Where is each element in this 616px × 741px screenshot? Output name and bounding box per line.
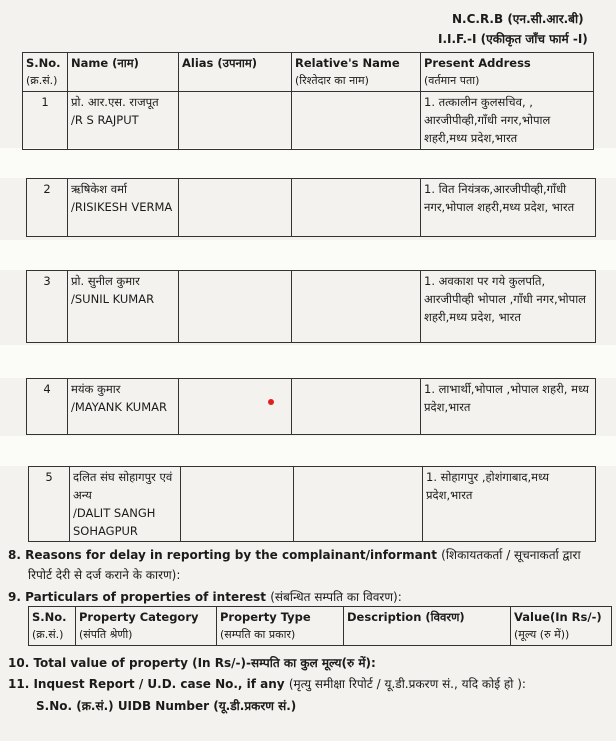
section-9 (8, 588, 402, 605)
row-name-en: /RISIKESH VERMA (71, 200, 173, 214)
row-sno: 2 (27, 179, 68, 237)
row-address: 1. वित नियंत्रक,आरजीपीव्ही,गाँधी नगर,भोपाल शहरी,मध्य प्रदेश, भारत (421, 179, 596, 237)
row-sno: 3 (27, 271, 68, 343)
table-row (27, 271, 596, 343)
col-name: Name (नाम) (68, 53, 179, 92)
prop-col-value: Value(In Rs/-) (514, 610, 602, 624)
row-relative (292, 379, 421, 435)
row-name-hi: मयंक कुमार (71, 382, 121, 396)
prop-col-description: Description (विवरण) (344, 607, 511, 646)
row-name-hi: प्रो. आर.एस. राजपूत (71, 95, 159, 109)
row-address: 1. तत्कालीन कुलसचिव, , आरजीपीव्ही,गाँधी नगर,भोपाल शहरी,मध्य प्रदेश,भारत (421, 92, 594, 150)
prop-col-sno: S.No. (32, 610, 67, 624)
section-9-num: 9. (8, 590, 21, 604)
row-name-en: /DALIT SANGH SOHAGPUR (73, 506, 156, 538)
row-alias (179, 92, 292, 150)
section-11-hi: (मृत्यु समीक्षा रिपोर्ट / यू.डी.प्रकरण सं., यदि कोई हो ): (288, 677, 526, 691)
row-relative (292, 92, 421, 150)
form-agency-line: N.C.R.B (एन.सी.आर.बी) (452, 12, 584, 26)
col-relative-hi: (रिश्तेदार का नाम) (295, 74, 369, 87)
col-address-hi: (वर्तमान पता) (424, 74, 480, 87)
section-9-text: Particulars of properties of interest (25, 590, 267, 604)
section-9-hi: (संबन्धित सम्पति का विवरण): (270, 590, 402, 604)
table-row (23, 92, 594, 150)
row-name-en: /SUNIL KUMAR (71, 292, 155, 306)
section-8-hi1: (शिकायतकर्ता / सूचनाकर्ता द्वारा (441, 548, 581, 562)
col-sno-hi: (क्र.सं.) (26, 74, 58, 87)
table-row (27, 379, 596, 435)
section-11-num: 11. (8, 677, 30, 691)
row-address: 1. लाभार्थी,भोपाल ,भोपाल शहरी, मध्य प्रदेश,भारत (421, 379, 596, 435)
form-id-line: I.I.F.-I (एकीकृत जाँच फार्म -I) (438, 32, 588, 46)
col-address: Present Address (424, 56, 531, 70)
row-relative (292, 271, 421, 343)
accused-table-2 (26, 178, 596, 237)
section-8-num: 8. (8, 548, 21, 562)
prop-col-type: Property Type (220, 610, 311, 624)
row-relative (292, 179, 421, 237)
section-10 (8, 654, 376, 671)
table-row (27, 179, 596, 237)
property-table (28, 606, 612, 646)
uidb-label: S.No. (क्र.सं.) UIDB Number (यू.डी.प्रकरण सं.) (36, 699, 297, 713)
section-8 (8, 546, 581, 563)
row-name-hi: ऋषिकेश वर्मा (71, 182, 127, 196)
accused-table-4 (26, 378, 596, 435)
row-sno: 1 (23, 92, 68, 150)
col-relative: Relative's Name (295, 56, 400, 70)
row-alias (179, 179, 292, 237)
prop-col-category-hi: (संपति श्रेणी) (79, 628, 133, 641)
prop-col-sno-hi: (क्र.सं.) (32, 628, 64, 641)
row-alias (179, 379, 292, 435)
section-10-num: 10. (8, 656, 30, 670)
accused-table-3 (26, 270, 596, 343)
row-name-hi: दलित संघ सोहागपुर एवं अन्य (73, 470, 173, 502)
section-8-text: Reasons for delay in reporting by the complainant/informant (25, 548, 437, 562)
row-relative (294, 467, 423, 542)
accused-table-5 (28, 466, 596, 542)
row-sno: 4 (27, 379, 68, 435)
prop-col-category: Property Category (79, 610, 199, 624)
row-address: 1. सोहागपुर ,होशंगाबाद,मध्य प्रदेश,भारत (423, 467, 596, 542)
accused-table-1 (22, 52, 594, 150)
section-11-text: Inquest Report / U.D. case No., if any (33, 677, 285, 691)
row-sno: 5 (29, 467, 70, 542)
prop-col-value-hi: (मूल्य (रु में)) (514, 628, 570, 641)
prop-col-type-hi: (सम्पति का प्रकार) (220, 628, 296, 641)
row-name-en: /R S RAJPUT (71, 113, 139, 127)
table-row (29, 467, 596, 542)
row-name-en: /MAYANK KUMAR (71, 400, 167, 414)
col-alias: Alias (उपनाम) (179, 53, 292, 92)
red-mark (268, 399, 274, 405)
row-alias (181, 467, 294, 542)
col-sno: S.No. (26, 56, 61, 70)
row-address: 1. अवकाश पर गये कुलपति, आरजीपीव्ही भोपाल ,गाँधी नगर,भोपाल शहरी,मध्य प्रदेश, भारत (421, 271, 596, 343)
section-10-text: Total value of property (In Rs/-)-सम्पति का कुल मूल्य(रु में): (33, 656, 376, 670)
section-8-hi2: रिपोर्ट देरी से दर्ज कराने के कारण): (28, 568, 181, 582)
row-name-hi: प्रो. सुनील कुमार (71, 274, 140, 288)
section-11 (8, 675, 526, 692)
row-alias (179, 271, 292, 343)
